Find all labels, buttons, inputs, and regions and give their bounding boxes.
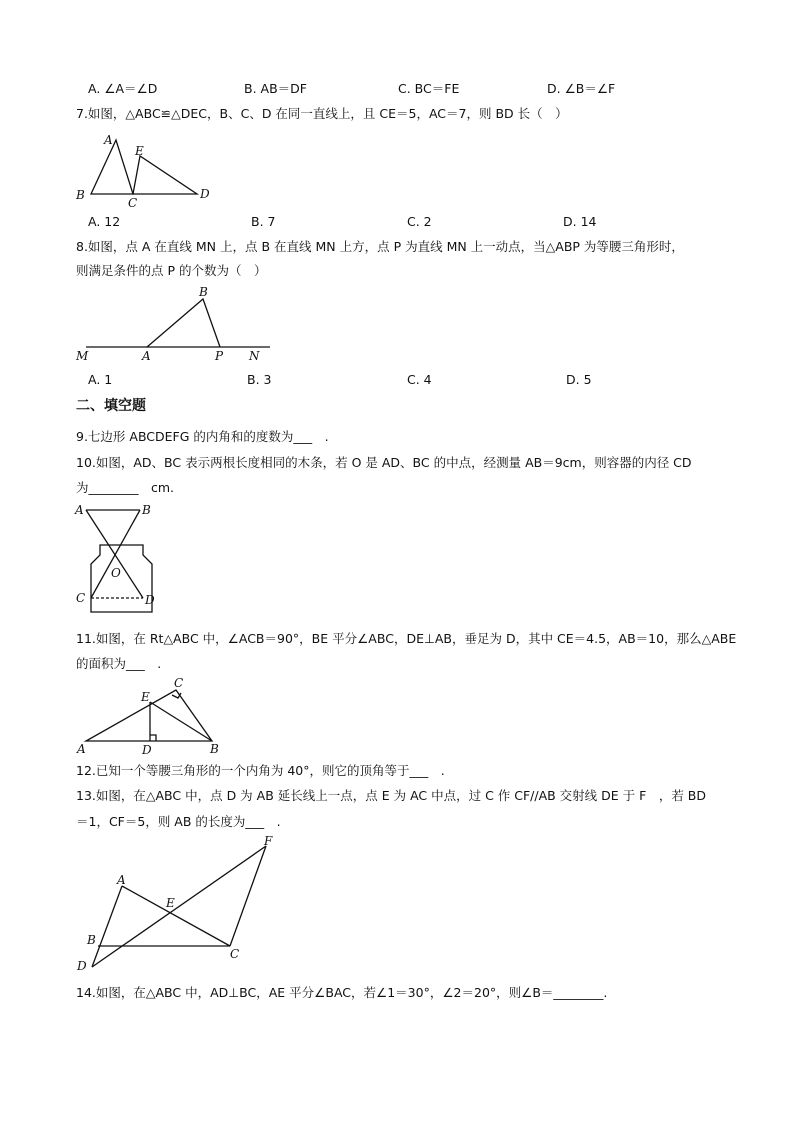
q8-label-b: B bbox=[199, 285, 208, 299]
q8-stem-line2: 则满足条件的点 P 的个数为（ ） bbox=[76, 263, 267, 278]
q13-figure bbox=[72, 834, 282, 974]
q7-label-d: D bbox=[200, 187, 210, 201]
segment-cf bbox=[230, 846, 266, 946]
q7-option-c: C. 2 bbox=[407, 214, 432, 229]
q8-option-c: C. 4 bbox=[407, 372, 432, 387]
ray-df bbox=[92, 846, 266, 967]
q13-label-f: F bbox=[264, 834, 273, 848]
q8-option-b: B. 3 bbox=[247, 372, 272, 387]
q6-option-c: C. BC＝FE bbox=[398, 81, 460, 96]
q11-line2: 的面积为___ . bbox=[76, 656, 162, 671]
q12-text: 12.已知一个等腰三角形的一个内角为 40°，则它的顶角等于___ . bbox=[76, 763, 445, 778]
q8-label-p: P bbox=[215, 349, 224, 363]
q10-figure bbox=[72, 500, 172, 615]
q8-stem-line1: 8.如图，点 A 在直线 MN 上，点 B 在直线 MN 上方，点 P 为直线 MN 上一动点，当△ABP 为等腰三角形时， bbox=[76, 239, 684, 254]
right-angle-c bbox=[172, 693, 181, 698]
q8-label-m: M bbox=[76, 349, 89, 363]
q13-label-c: C bbox=[230, 947, 240, 961]
q13-label-a: A bbox=[117, 873, 126, 887]
q10-line1: 10.如图，AD、BC 表示两根长度相同的木条，若 O 是 AD、BC 的中点，经测量 AB＝9cm，则容器的内径 CD bbox=[76, 455, 692, 470]
q13-label-d: D bbox=[77, 959, 87, 973]
stick-ad bbox=[86, 510, 143, 598]
triangle-dec bbox=[133, 156, 197, 194]
q7-label-c: C bbox=[128, 196, 138, 210]
bisector-be bbox=[150, 702, 212, 741]
q10-label-d: D bbox=[145, 593, 155, 607]
q14-text: 14.如图，在△ABC 中，AD⊥BC，AE 平分∠BAC，若∠1＝30°，∠2＝20°，则∠B＝________. bbox=[76, 985, 608, 1000]
q11-label-b: B bbox=[210, 742, 219, 756]
q8-label-n: N bbox=[249, 349, 260, 363]
q7-option-d: D. 14 bbox=[563, 214, 597, 229]
q13-line2: ＝1，CF＝5，则 AB 的长度为___ . bbox=[76, 814, 281, 829]
q13-label-e: E bbox=[166, 896, 175, 910]
q8-figure bbox=[72, 284, 282, 364]
q10-line2: 为________ cm. bbox=[76, 480, 175, 495]
q11-label-a: A bbox=[77, 742, 86, 756]
q7-figure bbox=[72, 128, 222, 210]
q6-option-a: A. ∠A＝∠D bbox=[88, 81, 158, 96]
q11-figure bbox=[72, 676, 232, 758]
triangle-abc bbox=[91, 140, 133, 194]
q7-stem: 7.如图，△ABC≌△DEC，B、C、D 在同一直线上，且 CE＝5，AC＝7，则 BD 长（ ） bbox=[76, 106, 568, 121]
q7-label-b: B bbox=[76, 188, 85, 202]
stick-bc bbox=[91, 510, 140, 598]
q9-text: 9.七边形 ABCDEFG 的内角和的度数为___ . bbox=[76, 429, 329, 444]
right-angle-d bbox=[150, 735, 156, 741]
q7-option-b: B. 7 bbox=[251, 214, 276, 229]
q11-label-d: D bbox=[142, 743, 152, 757]
q7-label-a: A bbox=[104, 133, 113, 147]
q8-option-d: D. 5 bbox=[566, 372, 592, 387]
q7-label-e: E bbox=[135, 144, 144, 158]
line-ad bbox=[92, 886, 122, 967]
q10-label-o: O bbox=[111, 566, 121, 580]
q13-line1: 13.如图，在△ABC 中，点 D 为 AB 延长线上一点，点 E 为 AC 中点，过 C 作 CF//AB 交射线 DE 于 F ，若 BD bbox=[76, 788, 706, 803]
q10-label-a: A bbox=[75, 503, 84, 517]
q10-label-c: C bbox=[76, 591, 86, 605]
q6-option-b: B. AB＝DF bbox=[244, 81, 307, 96]
q6-option-d: D. ∠B＝∠F bbox=[547, 81, 616, 96]
q11-label-c: C bbox=[174, 676, 184, 690]
q8-label-a: A bbox=[142, 349, 151, 363]
triangle-abp bbox=[147, 299, 220, 347]
segment-ac bbox=[122, 886, 230, 946]
q11-label-e: E bbox=[141, 690, 150, 704]
q13-label-b: B bbox=[87, 933, 96, 947]
container-outline bbox=[91, 545, 152, 612]
q10-label-b: B bbox=[142, 503, 151, 517]
q7-option-a: A. 12 bbox=[88, 214, 121, 229]
q8-option-a: A. 1 bbox=[88, 372, 113, 387]
q11-line1: 11.如图，在 Rt△ABC 中，∠ACB＝90°，BE 平分∠ABC，DE⊥AB，垂足为 D，其中 CE＝4.5，AB＝10，那么△ABE bbox=[76, 631, 737, 646]
section-title-fill-in: 二、填空题 bbox=[76, 398, 146, 414]
